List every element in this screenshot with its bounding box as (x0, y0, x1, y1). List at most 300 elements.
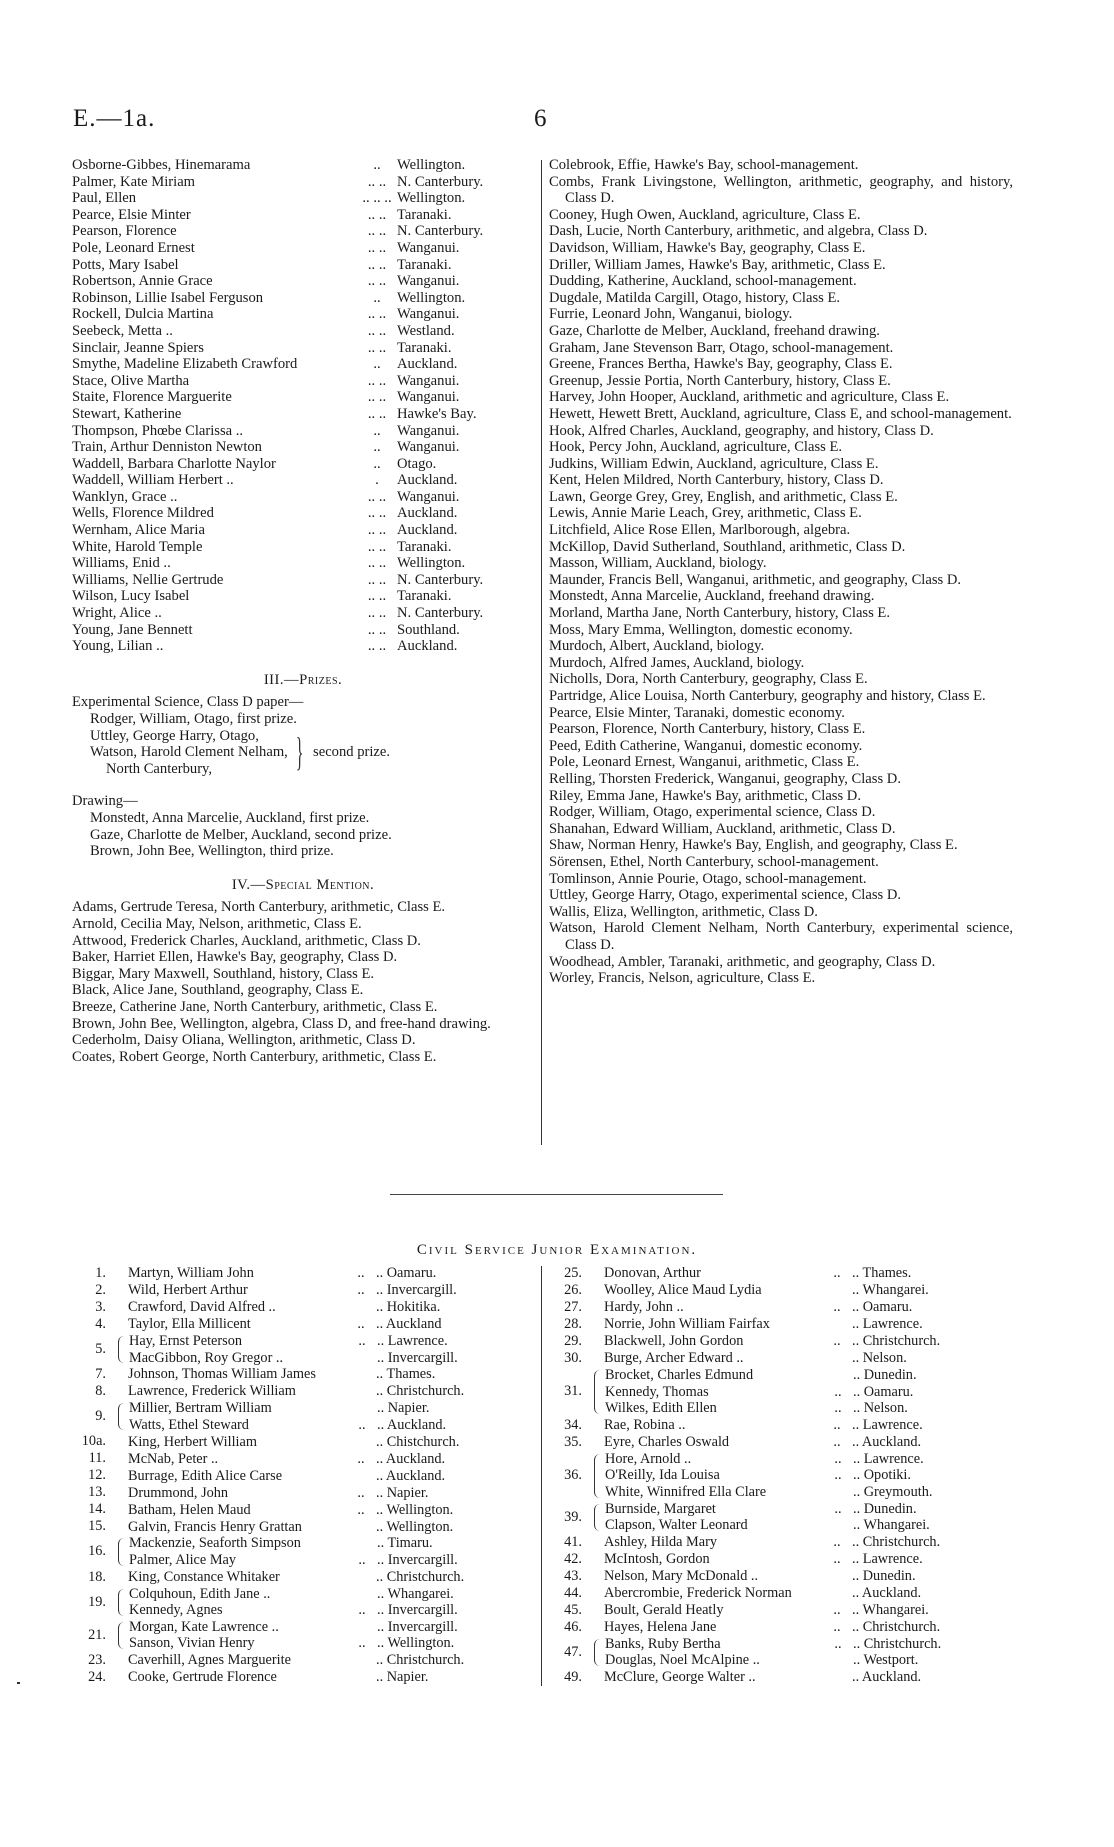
special-mention-entry: Wallis, Eliza, Wellington, arithmetic, Class D. (549, 903, 818, 920)
candidate-name: Hay, Ernst Peterson (129, 1333, 243, 1349)
list-item (72, 456, 534, 473)
leader-dots (346, 1569, 376, 1586)
candidate-name: Hardy, John .. (604, 1299, 684, 1316)
leader-dots (822, 1282, 852, 1299)
rank-group (548, 1619, 1014, 1636)
rank-entries (604, 1333, 1014, 1350)
second-prize-name: Watson, Harold Clement Nelham, (90, 744, 288, 761)
list-item (72, 240, 534, 257)
rank-group (72, 1467, 534, 1484)
town-name: .. Oamaru. (376, 1265, 437, 1282)
table-row (604, 1585, 1014, 1602)
special-mention-left-list (72, 899, 534, 1065)
town-name: .. Opotiki. (853, 1467, 911, 1484)
leader-dots: .. .. (367, 206, 387, 223)
candidate-name: King, Constance Whitaker (128, 1568, 280, 1585)
special-mention-entry: Greene, Frances Bertha, Hawke's Bay, geography, Class E. (549, 356, 893, 373)
candidate-name: Norrie, John William Fairfax (604, 1316, 770, 1333)
leader-dots: .. (358, 1551, 366, 1568)
special-mention-entry: Tomlinson, Annie Pourie, Otago, school-management. (549, 870, 867, 887)
special-mention-entry: Partridge, Alice Louisa, North Canterbury, geography and history, Class E. (549, 688, 986, 704)
rank-number: 21. (88, 1626, 106, 1643)
rank-group (548, 1534, 1014, 1551)
candidate-name: Young, Jane Bennett (72, 621, 193, 638)
bracket (594, 1504, 601, 1531)
town-name: .. Nelson. (852, 1350, 907, 1367)
leader-dots: .. (357, 1450, 365, 1467)
special-mention-entry: Harvey, John Hooper, Auckland, arithmetic and agriculture, Class E. (549, 389, 950, 406)
special-mention-entry: Hewett, Hewett Brett, Auckland, agriculture, Class E, and school-management. (549, 405, 1012, 422)
candidate-name: Stace, Olive Martha (72, 372, 190, 389)
rank-group (72, 1535, 534, 1568)
rank-entries (604, 1551, 1014, 1568)
rank-number: 31. (564, 1383, 582, 1400)
special-mention-entry: Combs, Frank Livingstone, Wellington, arithmetic, geography, and history, Class D. (549, 173, 1013, 207)
town-name: .. Napier. (376, 1669, 429, 1686)
exp-science-first-prize: Rodger, William, Otago, first prize. (90, 711, 297, 727)
candidate-name: Waddell, William Herbert .. (72, 472, 234, 489)
rank-group (72, 1652, 534, 1669)
list-item (72, 207, 534, 224)
rank-entries (604, 1585, 1014, 1602)
special-mention-entry: Cederholm, Daisy Oliana, Wellington, arithmetic, Class D. (72, 1032, 416, 1049)
rank-entries (129, 1586, 534, 1619)
town-name: .. Lawrence. (852, 1316, 923, 1333)
leader-dots: .. (833, 1618, 841, 1635)
town-name: .. Wellington. (376, 1501, 454, 1518)
leader-dots: .. (373, 356, 381, 373)
rank-number: 10a. (81, 1433, 106, 1450)
rank-number: 45. (564, 1601, 582, 1618)
leader-dots (347, 1619, 377, 1636)
rank-entries (604, 1434, 1014, 1451)
list-item (72, 622, 534, 639)
candidate-name: Taylor, Ella Millicent (128, 1316, 251, 1333)
leader-dots (347, 1586, 377, 1603)
special-mention-entry: Murdoch, Alfred James, Auckland, biology. (549, 654, 805, 671)
town-name: .. Christchurch. (852, 1533, 941, 1550)
special-mention-entry: Litchfield, Alice Rose Ellen, Marlborough, algebra. (549, 522, 851, 539)
district-name: Westland. (397, 322, 455, 339)
special-mention-entry: Baker, Harriet Ellen, Hawke's Bay, geography, Class D. (72, 949, 398, 966)
candidate-name: Donovan, Arthur (604, 1265, 701, 1282)
list-item (72, 190, 534, 207)
rank-number: 3. (95, 1299, 106, 1315)
leader-dots: .. (358, 1635, 366, 1652)
candidate-name: Martyn, William John (128, 1265, 254, 1282)
list-item (72, 273, 534, 290)
list-item (72, 157, 534, 174)
candidate-name: Boult, Gerald Heatly (604, 1601, 724, 1618)
drawing-prize-line: Monstedt, Anna Marcelie, Auckland, first prize. (90, 809, 370, 826)
leader-dots: .. .. (367, 306, 387, 323)
leader-dots: .. .. (367, 555, 387, 572)
rank-number: 7. (95, 1366, 106, 1383)
leader-dots: .. .. (367, 605, 387, 622)
rank-entries (604, 1602, 1014, 1619)
candidate-name: Young, Lilian .. (72, 638, 164, 655)
rank-group (548, 1299, 1014, 1316)
leader-dots: .. (833, 1533, 841, 1550)
rank-entries (605, 1501, 1014, 1534)
table-row (128, 1652, 534, 1669)
leader-dots: .. .. (367, 571, 387, 588)
rank-number: 16. (88, 1543, 106, 1560)
rank-entries (604, 1350, 1014, 1367)
candidate-name: Johnson, Thomas William James (128, 1366, 316, 1383)
table-row (604, 1282, 1014, 1299)
candidate-name: Train, Arthur Denniston Newton (72, 439, 262, 456)
district-name: Wellington. (397, 555, 466, 572)
candidate-name: Sanson, Vivian Henry (129, 1635, 255, 1652)
district-name: Otago. (397, 455, 437, 472)
table-row (604, 1619, 1014, 1636)
rank-entries (128, 1502, 534, 1519)
special-mention-entry: Morland, Martha Jane, North Canterbury, history, Class E. (549, 605, 890, 622)
leader-dots: .. .. (367, 339, 387, 356)
district-name: Wanganui. (397, 372, 460, 389)
candidate-name: Smythe, Madeline Elizabeth Crawford (72, 356, 298, 373)
candidate-name: Crawford, David Alfred .. (128, 1299, 276, 1316)
leader-dots (347, 1400, 377, 1417)
rank-entries (128, 1485, 534, 1502)
page-number: 6 (534, 105, 547, 132)
rank-entries (129, 1535, 534, 1568)
table-row (129, 1400, 534, 1417)
town-name: .. Westport. (853, 1652, 919, 1669)
leader-dots (346, 1383, 376, 1400)
special-mention-entry: Graham, Jane Stevenson Barr, Otago, school-management. (549, 339, 894, 356)
table-row (604, 1669, 1014, 1686)
column-divider (541, 160, 542, 1145)
leader-dots (822, 1585, 852, 1602)
candidate-name: Caverhill, Agnes Marguerite (128, 1652, 291, 1669)
leader-dots (346, 1669, 376, 1686)
rank-group (72, 1450, 534, 1467)
table-row (128, 1569, 534, 1586)
rank-number: 19. (88, 1593, 106, 1610)
special-mention-entry: Breeze, Catherine Jane, North Canterbury, arithmetic, Class E. (72, 998, 438, 1015)
town-name: .. Whangarei. (853, 1517, 930, 1534)
table-row (129, 1635, 534, 1652)
list-item (72, 489, 534, 506)
table-row (605, 1400, 1014, 1417)
town-name: .. Auckland (376, 1316, 442, 1333)
table-row (604, 1333, 1014, 1350)
list-item (72, 406, 534, 423)
leader-dots: .. (358, 1416, 366, 1433)
district-name: N. Canterbury. (397, 571, 484, 588)
rank-entries (604, 1568, 1014, 1585)
candidate-name: Burrage, Edith Alice Carse (128, 1467, 283, 1484)
special-mention-entry: Shaw, Norman Henry, Hawke's Bay, English, and geography, Class E. (549, 837, 958, 854)
candidate-name: Potts, Mary Isabel (72, 256, 179, 273)
leader-dots (822, 1316, 852, 1333)
leader-dots: .. (357, 1501, 365, 1518)
table-row (128, 1383, 534, 1400)
town-name: .. Napier. (377, 1400, 430, 1417)
leader-dots: .. (833, 1550, 841, 1567)
rank-entries (128, 1383, 534, 1400)
rank-number: 47. (564, 1643, 582, 1660)
leader-dots: .. (833, 1416, 841, 1433)
special-mention-entry: Kent, Helen Mildred, North Canterbury, history, Class D. (549, 472, 884, 489)
rank-number: 11. (88, 1450, 106, 1467)
rank-number: 2. (95, 1282, 106, 1298)
table-row (604, 1299, 1014, 1316)
leader-dots: .. (373, 157, 381, 173)
bracket (118, 1336, 125, 1363)
rank-number: 4. (95, 1316, 106, 1332)
special-mention-entry: Greenup, Jessie Portia, North Canterbury, history, Class E. (549, 372, 891, 389)
list-item (72, 340, 534, 357)
table-row (605, 1484, 1014, 1501)
leader-dots: .. .. (367, 488, 387, 505)
candidate-name: White, Harold Temple (72, 538, 203, 555)
leader-dots: .. .. (367, 522, 387, 539)
candidate-name: Watts, Ethel Steward (129, 1416, 249, 1433)
leader-dots: .. .. (367, 273, 387, 290)
candidate-name: Rockell, Dulcia Martina (72, 306, 214, 323)
town-name: .. Oamaru. (852, 1299, 913, 1316)
rank-group (548, 1316, 1014, 1333)
candidate-name: Nelson, Mary McDonald .. (604, 1567, 759, 1584)
leader-dots (822, 1669, 852, 1686)
leader-dots: .. .. (367, 505, 387, 522)
rank-entries (128, 1366, 534, 1383)
candidate-name: Thompson, Phœbe Clarissa .. (72, 422, 244, 439)
rank-group (72, 1433, 534, 1450)
table-row (604, 1265, 1014, 1282)
list-item (72, 174, 534, 191)
rank-entries (604, 1417, 1014, 1434)
list-item (72, 638, 534, 655)
district-name: Auckland. (397, 522, 458, 539)
district-name: Wanganui. (397, 306, 460, 323)
leader-dots: .. .. (367, 621, 387, 638)
bracket (594, 1370, 601, 1414)
rank-entries (128, 1316, 534, 1333)
special-mention-entry: Pearson, Florence, North Canterbury, history, Class E. (549, 721, 866, 738)
town-name: .. Auckland. (852, 1433, 922, 1450)
special-mention-entry: Judkins, William Edwin, Auckland, agriculture, Class E. (549, 455, 879, 472)
town-name: .. Lawrence. (377, 1333, 448, 1349)
section-separator (390, 1194, 723, 1195)
candidate-name: Morgan, Kate Lawrence .. (129, 1618, 279, 1635)
leader-dots: .. (358, 1602, 366, 1619)
candidate-name: Wernham, Alice Maria (72, 522, 205, 539)
rank-number: 46. (564, 1618, 582, 1635)
candidate-name: Ashley, Hilda Mary (604, 1533, 718, 1550)
candidate-name: Colquhoun, Edith Jane .. (129, 1585, 271, 1602)
rank-group (548, 1501, 1014, 1534)
leader-dots (347, 1535, 377, 1552)
district-name: N. Canterbury. (397, 605, 484, 622)
rank-entries (604, 1534, 1014, 1551)
leader-dots: .. (373, 439, 381, 456)
special-mention-entry: McKillop, David Sutherland, Southland, arithmetic, Class D. (549, 538, 906, 555)
leader-dots: .. (833, 1265, 841, 1282)
candidate-name: Wright, Alice .. (72, 605, 162, 622)
special-mention-entry: Moss, Mary Emma, Wellington, domestic economy. (549, 621, 853, 638)
candidate-name: Wilkes, Edith Ellen (605, 1400, 717, 1417)
drawing-prize-line: Brown, John Bee, Wellington, third prize. (90, 843, 334, 860)
special-mention-entry: Hook, Alfred Charles, Auckland, geography, and history, Class D. (549, 422, 934, 439)
rank-entries (128, 1569, 534, 1586)
town-name: .. Christchurch. (853, 1635, 942, 1652)
town-name: .. Invercargill. (376, 1282, 457, 1299)
rank-group (548, 1451, 1014, 1501)
rank-group (72, 1484, 534, 1501)
district-name: Auckland. (397, 356, 458, 373)
rank-entries (128, 1468, 534, 1485)
town-name: .. Invercargill. (377, 1551, 458, 1568)
table-row (128, 1485, 534, 1502)
leader-dots: .. .. (367, 239, 387, 256)
rank-group (548, 1585, 1014, 1602)
drawing-heading: Drawing— (72, 793, 138, 810)
candidate-name: Seebeck, Metta .. (72, 322, 173, 339)
leader-dots: .. (833, 1333, 841, 1350)
rank-group (548, 1636, 1014, 1669)
candidate-name: McClure, George Walter .. (604, 1669, 756, 1686)
leader-dots (823, 1517, 853, 1534)
leader-dots: .. .. .. (362, 190, 392, 207)
special-mention-entry: Murdoch, Albert, Auckland, biology. (549, 638, 765, 655)
district-name: Hawke's Bay. (397, 405, 477, 422)
rank-number: 43. (564, 1567, 582, 1584)
candidate-name: Hayes, Helena Jane (604, 1618, 717, 1635)
list-item (72, 505, 534, 522)
special-mention-entry: Maunder, Francis Bell, Wanganui, arithmetic, and geography, Class D. (549, 571, 962, 588)
leader-dots: .. .. (367, 322, 387, 339)
town-name: .. Oamaru. (853, 1383, 914, 1400)
rank-entries (605, 1636, 1014, 1669)
leader-dots: .. (834, 1450, 842, 1467)
list-item (72, 306, 534, 323)
district-name: Wellington. (397, 190, 466, 207)
rank-number: 18. (88, 1568, 106, 1585)
table-row (128, 1468, 534, 1485)
town-name: .. Wellington. (377, 1635, 455, 1652)
town-name: .. Whangarei. (852, 1601, 929, 1618)
leader-dots (346, 1434, 376, 1451)
special-mention-entry: Arnold, Cecilia May, Nelson, arithmetic, Class E. (72, 915, 362, 932)
rank-group (72, 1299, 534, 1316)
bracket (594, 1639, 601, 1666)
candidate-name: Rae, Robina .. (604, 1416, 686, 1433)
district-name: Wellington. (397, 157, 466, 173)
district-name: Auckland. (397, 505, 458, 522)
candidate-name: Brocket, Charles Edmund (605, 1367, 754, 1383)
district-name: Wanganui. (397, 389, 460, 406)
list-item (72, 356, 534, 373)
leader-dots: .. (357, 1282, 365, 1299)
candidate-name: Osborne-Gibbes, Hinemarama (72, 157, 251, 173)
list-item (72, 373, 534, 390)
rank-entries (128, 1299, 534, 1316)
town-name: .. Greymouth. (853, 1483, 933, 1500)
rank-group (72, 1619, 534, 1652)
leader-dots: .. (373, 289, 381, 306)
table-row (129, 1552, 534, 1569)
special-mention-entry: Lewis, Annie Marie Leach, Grey, arithmetic, Class E. (549, 505, 862, 522)
rank-number: 39. (564, 1508, 582, 1525)
candidate-name: Blackwell, John Gordon (604, 1333, 744, 1350)
town-name: .. Christchurch. (376, 1568, 465, 1585)
table-row (604, 1551, 1014, 1568)
candidate-name: Burge, Archer Edward .. (604, 1350, 744, 1367)
rank-number: 34. (564, 1416, 582, 1433)
leader-dots: .. (373, 422, 381, 439)
town-name: .. Napier. (376, 1484, 429, 1501)
town-name: .. Auckland. (376, 1467, 446, 1484)
second-prize-label: second prize. (313, 744, 391, 761)
town-name: .. Invercargill. (377, 1602, 458, 1619)
rank-group (548, 1282, 1014, 1299)
rank-number: 24. (88, 1668, 106, 1685)
district-name: Taranaki. (397, 206, 452, 223)
list-item (72, 423, 534, 440)
rank-number: 13. (88, 1484, 106, 1501)
leader-dots (346, 1519, 376, 1536)
leader-dots (347, 1350, 377, 1367)
leader-dots: .. (373, 455, 381, 472)
special-mention-entry: Uttley, George Harry, Otago, experimental science, Class D. (549, 887, 902, 904)
district-name: Taranaki. (397, 339, 452, 356)
special-mention-entry: Worley, Francis, Nelson, agriculture, Class E. (549, 970, 816, 987)
table-row (129, 1619, 534, 1636)
qualified-list (72, 157, 534, 655)
prizes-heading: III.—Prizes. (263, 671, 343, 688)
town-name: .. Christchurch. (376, 1652, 465, 1669)
table-row (128, 1316, 534, 1333)
rank-number: 27. (564, 1299, 582, 1315)
exp-science-second-prize (72, 728, 534, 778)
special-mention-entry: Cooney, Hugh Owen, Auckland, agriculture, Class E. (549, 206, 861, 223)
rank-number: 25. (564, 1265, 582, 1281)
rank-group (72, 1333, 534, 1366)
special-mention-entry: Masson, William, Auckland, biology. (549, 555, 767, 572)
district-name: Wanganui. (397, 273, 460, 290)
rank-entries (128, 1669, 534, 1686)
leader-dots: .. (358, 1333, 366, 1349)
special-mention-entry: Driller, William James, Hawke's Bay, arithmetic, Class E. (549, 256, 886, 273)
rank-number: 28. (564, 1316, 582, 1332)
rank-group (548, 1434, 1014, 1451)
town-name: .. Chistchurch. (376, 1433, 460, 1450)
rank-group (72, 1383, 534, 1400)
leader-dots: .. .. (367, 173, 387, 190)
rank-number: 41. (564, 1533, 582, 1550)
district-name: Taranaki. (397, 256, 452, 273)
special-mention-entry: Dash, Lucie, North Canterbury, arithmetic, and algebra, Class D. (549, 223, 928, 240)
special-mention-entry: Coates, Robert George, North Canterbury, arithmetic, Class E. (72, 1048, 437, 1065)
rank-group (548, 1265, 1014, 1282)
left-column (72, 157, 534, 1065)
rank-number: 12. (88, 1467, 106, 1484)
page-mark (17, 1682, 20, 1684)
town-name: .. Timaru. (377, 1535, 433, 1552)
table-row (604, 1534, 1014, 1551)
town-name: .. Invercargill. (377, 1618, 458, 1635)
candidate-name: McIntosh, Gordon (604, 1550, 710, 1567)
table-row (129, 1350, 534, 1367)
table-row (129, 1602, 534, 1619)
table-row (129, 1586, 534, 1603)
rank-entries (128, 1652, 534, 1669)
leader-dots: .. (834, 1383, 842, 1400)
